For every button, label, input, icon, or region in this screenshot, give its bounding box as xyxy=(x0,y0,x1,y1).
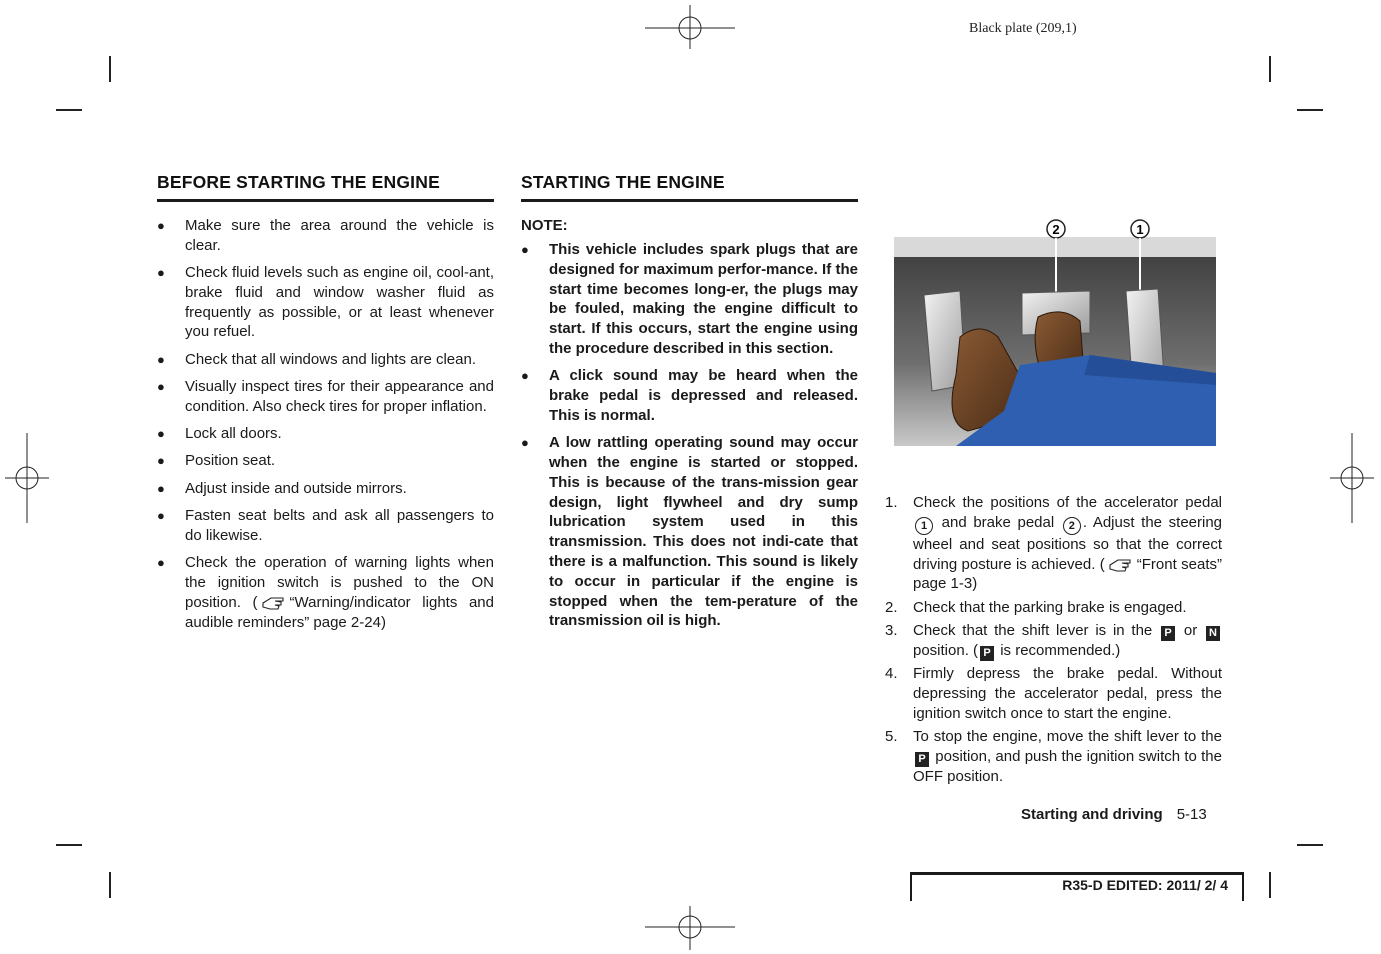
list-item: ● Lock all doors. xyxy=(157,425,282,443)
crop-mark xyxy=(109,56,111,82)
registration-mark-right xyxy=(1330,433,1374,523)
list-item: ● Fasten seat belts and ask all passengers to do likewise. xyxy=(157,507,494,544)
steps-section xyxy=(885,493,1222,790)
reference-hand-icon xyxy=(261,595,287,611)
registration-mark-bottom xyxy=(645,906,735,950)
list-item: ● A click sound may be heard when the brake pedal is depressed and released. This is normal. xyxy=(521,367,858,424)
list-item: 3. Check that the shift lever is in the P or N position. ( P is recommended.) xyxy=(885,621,1222,661)
park-position-icon: P xyxy=(1161,626,1175,641)
registration-mark-left xyxy=(5,433,49,523)
list-item: ● Check that all windows and lights are clean. xyxy=(157,350,476,368)
crop-mark xyxy=(56,844,82,846)
list-item: 5. To stop the engine, move the shift lever to the P position, and push the ignition switch to the OFF position. xyxy=(885,728,1222,786)
starting-engine-section xyxy=(521,172,858,639)
crop-mark xyxy=(109,872,111,898)
crop-mark xyxy=(1269,872,1271,898)
list-item: ● A low rattling operating sound may occur when the engine is started or stopped. This is because of the trans-mission gear design, light flywheel and dry sump lubrication system used in this transmission. This does not indi-cate that there is a malfunction. This sound is likely to occur in particular if the engine is stopped when the tem-perature of the transmission oil is high. xyxy=(521,434,858,630)
list-item: ● Position seat. xyxy=(157,452,276,470)
list-item: ● Visually inspect tires for their appearance and condition. Also check tires for proper inflation. xyxy=(157,378,494,415)
list-item: 4. Firmly depress the brake pedal. Without depressing the accelerator pedal, press the ignition switch once to start the engine. xyxy=(885,665,1222,723)
callout-1-badge: 1 xyxy=(915,517,933,535)
reference-hand-icon xyxy=(1108,557,1134,573)
before-starting-section xyxy=(157,172,494,640)
pedal-illustration xyxy=(894,205,1216,446)
edited-stamp: R35-D EDITED: 2011/ 2/ 4 xyxy=(910,872,1244,901)
page-footer xyxy=(1021,806,1207,823)
callout-2-badge: 2 xyxy=(1063,517,1081,535)
section-heading: BEFORE STARTING THE ENGINE xyxy=(157,172,494,202)
list-item: ● Check fluid levels such as engine oil, cool-ant, brake fluid and window washer fluid as frequently as possible, or at least whenever you refuel. xyxy=(157,264,494,341)
note-list xyxy=(521,240,858,631)
list-item: ● Check the operation of warning lights when the ignition switch is pushed to the ON position. ( “Warning/indicator lights and audible reminders” page 2-24) xyxy=(157,554,494,631)
section-heading: STARTING THE ENGINE xyxy=(521,172,858,202)
plate-label: Black plate (209,1) xyxy=(969,21,1077,36)
list-item: ● Adjust inside and outside mirrors. xyxy=(157,479,407,497)
crop-mark xyxy=(1297,109,1323,111)
crop-mark xyxy=(1297,844,1323,846)
list-item: 2. Check that the parking brake is engaged. xyxy=(885,598,1187,616)
steps-list xyxy=(885,493,1222,787)
neutral-position-icon: N xyxy=(1206,626,1220,641)
note-label: NOTE: xyxy=(521,217,568,234)
checklist xyxy=(157,216,494,632)
page-number: 5-13 xyxy=(1176,806,1207,823)
crop-mark xyxy=(1269,56,1271,82)
park-position-icon: P xyxy=(980,646,994,661)
park-position-icon: P xyxy=(915,752,929,767)
svg-text:2: 2 xyxy=(1052,222,1060,237)
crop-mark xyxy=(56,109,82,111)
registration-mark-top xyxy=(645,5,735,49)
list-item: ● Make sure the area around the vehicle is clear. xyxy=(157,217,494,254)
svg-text:1: 1 xyxy=(1136,222,1144,237)
list-item: ● This vehicle includes spark plugs that are designed for maximum perfor-mance. If the start time becomes long-er, the plugs may be fouled, making the engine difficult to start. If this occurs, start the engine using the procedure described in this section. xyxy=(521,241,858,357)
footer-section: Starting and driving xyxy=(1021,806,1163,823)
list-item: 1. Check the positions of the accelerator pedal 1 and brake pedal 2 . Adjust the steering wheel and seat positions so that the correct driving posture is achieved. ( “Front seats” page 1-3) xyxy=(885,494,1223,593)
